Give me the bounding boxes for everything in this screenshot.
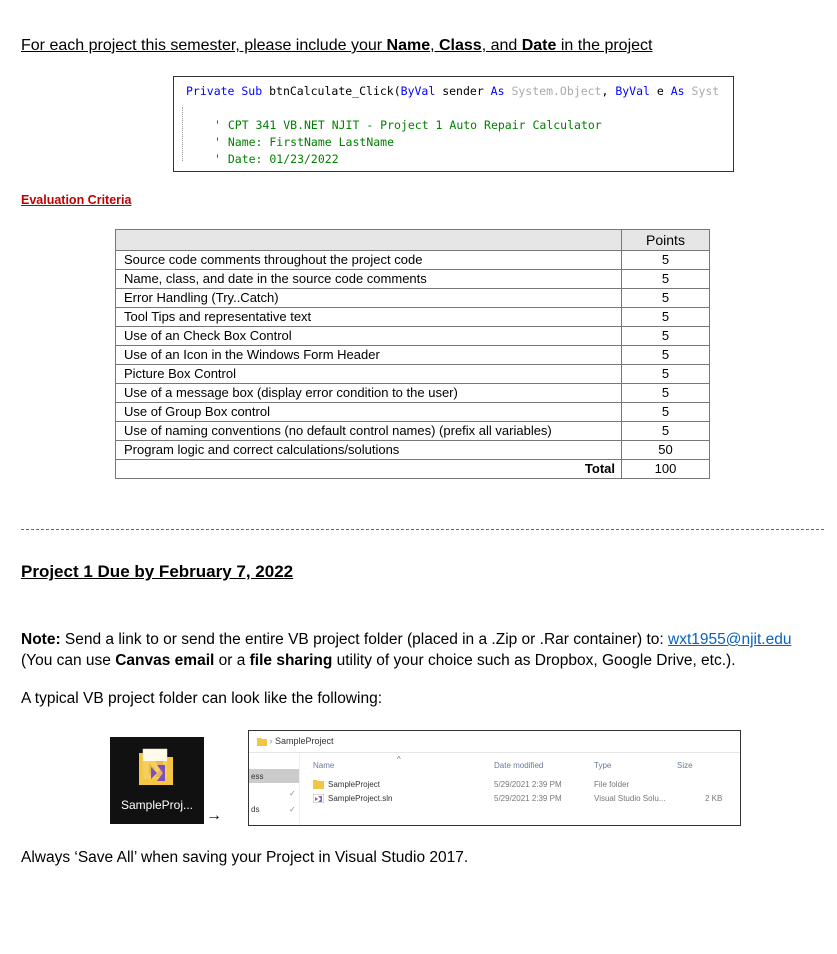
explorer-nav-pane (249, 753, 300, 825)
total-label: Total (116, 460, 622, 479)
due-date-heading: Project 1 Due by February 7, 2022 (21, 562, 294, 581)
file-type: File folder (594, 780, 630, 789)
intro-date-keyword: Date (521, 37, 557, 54)
email-link[interactable]: wxt1955@njit.edu (668, 631, 792, 648)
typical-folder-text: A typical VB project folder can look like the following: (21, 690, 382, 707)
table-row (116, 441, 710, 460)
pin-icon: ✓ (289, 789, 296, 798)
table-row (116, 251, 710, 270)
column-header-name[interactable]: Name (313, 761, 335, 770)
file-type: Visual Studio Solu... (594, 794, 666, 803)
criteria-points: 5 (622, 270, 710, 289)
intro-text: For each project this semester, please include your (21, 37, 387, 54)
file-name: SampleProject.sln (328, 794, 393, 803)
criteria-label: Source code comments throughout the project code (116, 251, 622, 270)
criteria-header-blank (116, 230, 622, 251)
criteria-label: Use of an Icon in the Windows Form Header (116, 346, 622, 365)
criteria-label: Picture Box Control (116, 365, 622, 384)
note-label: Note: (21, 631, 61, 648)
code-comment-date: ' Date: 01/23/2022 (214, 152, 339, 166)
table-row (116, 384, 710, 403)
table-row (116, 346, 710, 365)
criteria-header-points: Points (622, 230, 710, 251)
table-row (116, 403, 710, 422)
criteria-points: 5 (622, 365, 710, 384)
sort-arrow-icon: ^ (397, 755, 401, 764)
criteria-points: 5 (622, 403, 710, 422)
criteria-points: 5 (622, 251, 710, 270)
file-date: 5/29/2021 2:39 PM (494, 794, 562, 803)
arrow-icon: → (206, 807, 222, 824)
column-header-date[interactable]: Date modified (494, 761, 544, 770)
save-all-reminder: Always ‘Save All’ when saving your Project in Visual Studio 2017. (21, 849, 469, 866)
vs-project-tile[interactable] (110, 737, 204, 824)
criteria-points: 5 (622, 422, 710, 441)
criteria-points: 5 (622, 308, 710, 327)
pin-icon: ✓ (289, 805, 296, 814)
criteria-label: Use of naming conventions (no default control names) (prefix all variables) (116, 422, 622, 441)
note-text-4: utility of your choice such as Dropbox, Google Drive, etc.). (332, 652, 736, 669)
criteria-points: 5 (622, 384, 710, 403)
criteria-label: Name, class, and date in the source code comments (116, 270, 622, 289)
note-text-3: or a (214, 652, 250, 669)
intro-instruction (21, 37, 652, 55)
criteria-label: Use of Group Box control (116, 403, 622, 422)
file-sharing-keyword: file sharing (249, 652, 333, 669)
folder-icon (257, 737, 267, 746)
criteria-points: 5 (622, 289, 710, 308)
submission-note (21, 629, 821, 671)
intro-comma: , (430, 37, 439, 54)
canvas-email-keyword: Canvas email (115, 652, 215, 669)
code-indent-guide (182, 107, 191, 161)
intro-post: in the project (556, 37, 653, 54)
criteria-label: Program logic and correct calculations/solutions (116, 441, 622, 460)
vs-solution-folder-icon (137, 747, 175, 789)
explorer-divider (249, 752, 740, 753)
vs-tile-label: SampleProj... (120, 798, 194, 812)
explorer-path-text: SampleProject (275, 736, 334, 746)
intro-and: , and (481, 37, 522, 54)
folder-icon (313, 780, 324, 789)
criteria-points: 5 (622, 327, 710, 346)
nav-item-label: ess (251, 772, 264, 781)
file-name: SampleProject (328, 780, 381, 789)
column-header-type[interactable]: Type (594, 761, 612, 770)
intro-name-keyword: Name (386, 37, 431, 54)
table-row (116, 308, 710, 327)
code-comment-name: ' Name: FirstName LastName (214, 135, 395, 149)
criteria-header-row (116, 230, 710, 251)
file-size: 2 KB (705, 794, 723, 803)
criteria-points: 50 (622, 441, 710, 460)
vs-solution-icon (313, 794, 324, 803)
intro-class-keyword: Class (438, 37, 482, 54)
criteria-label: Use of a message box (display error condition to the user) (116, 384, 622, 403)
table-row (116, 365, 710, 384)
table-row (116, 327, 710, 346)
criteria-points: 5 (622, 346, 710, 365)
nav-item-label: ds (251, 805, 260, 814)
section-divider (21, 529, 824, 530)
criteria-label: Error Handling (Try..Catch) (116, 289, 622, 308)
table-row (116, 270, 710, 289)
file-date: 5/29/2021 2:39 PM (494, 780, 562, 789)
criteria-label: Use of an Check Box Control (116, 327, 622, 346)
note-text-2: (You can use (21, 652, 116, 669)
note-text: Send a link to or send the entire VB project folder (placed in a .Zip or .Rar container) to: (60, 631, 669, 648)
code-snippet-image (173, 76, 734, 172)
file-explorer-window (248, 730, 741, 826)
code-comment-course: ' CPT 341 VB.NET NJIT - Project 1 Auto Repair Calculator (214, 118, 602, 132)
table-row (116, 289, 710, 308)
total-value: 100 (622, 460, 710, 479)
criteria-table (115, 229, 710, 479)
code-line-signature: Private Sub btnCalculate_Click(ByVal sender As System.Object, ByVal e As Syst (186, 84, 720, 98)
criteria-label: Tool Tips and representative text (116, 308, 622, 327)
table-row (116, 422, 710, 441)
column-header-size[interactable]: Size (677, 761, 693, 770)
evaluation-criteria-heading: Evaluation Criteria (21, 193, 132, 207)
total-row (116, 460, 710, 479)
explorer-address-bar[interactable]: › SampleProject (257, 736, 334, 746)
